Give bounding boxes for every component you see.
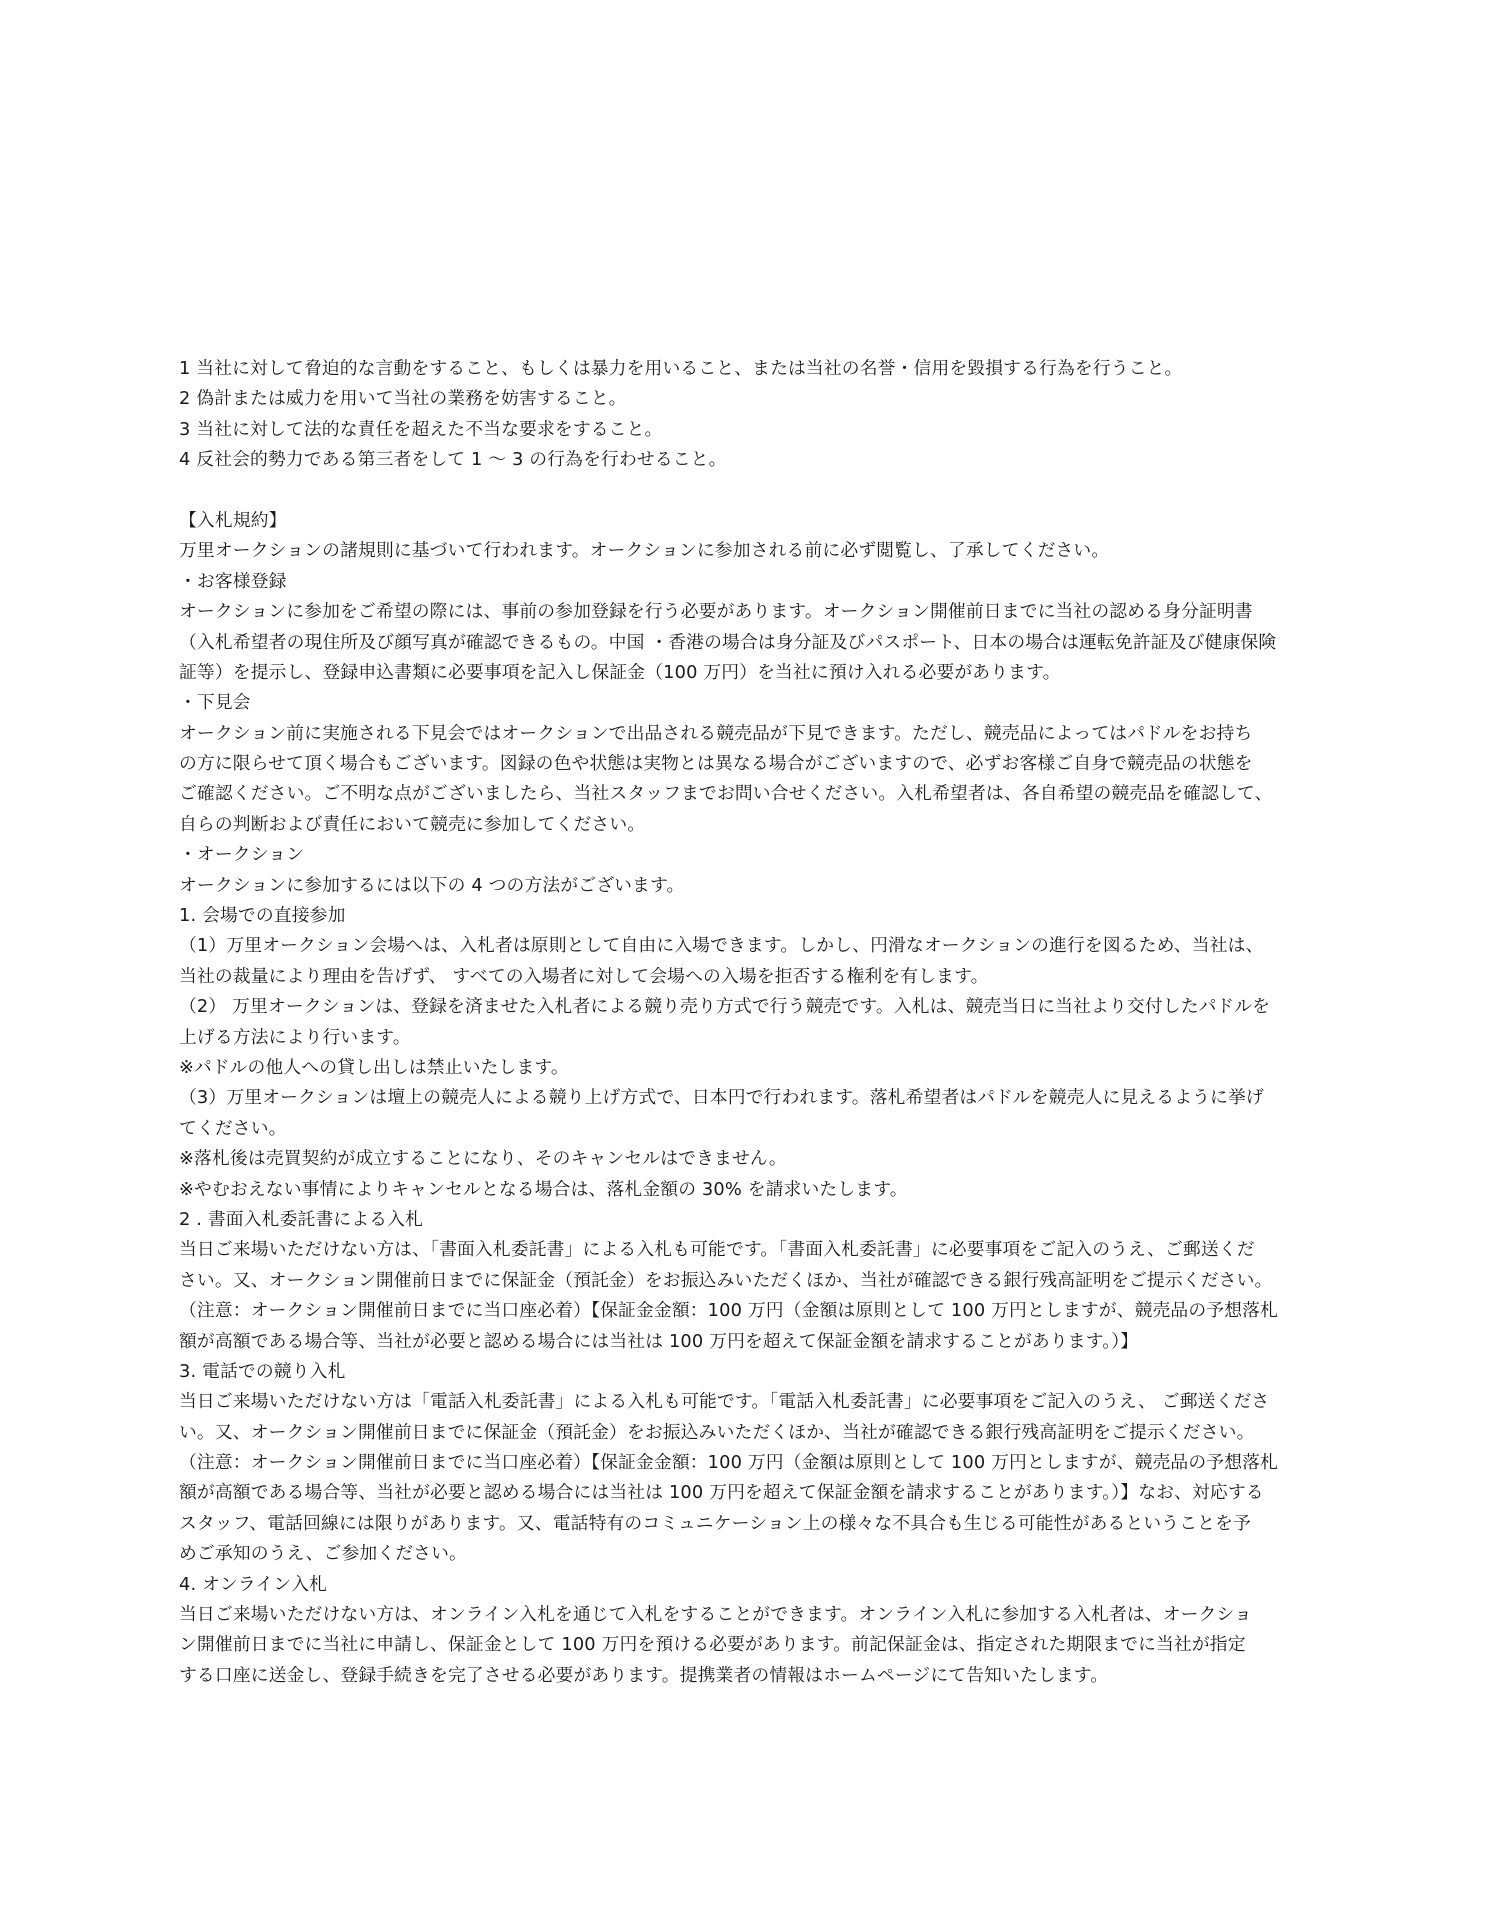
subheading: ・下見会 — [179, 692, 251, 714]
section-heading: 【入札規約】 — [179, 509, 287, 531]
text-line: 1 当社に対して脅迫的な言動をすること、もしくは暴力を用いること、または当社の名誉・信用を毀損する行為を行うこと。 — [179, 358, 1183, 379]
text-line: スタッフ、電話回線には限りがあります。又、電話特有のコミュニケーション上の様々な不具合も生じる可能性があるということを予 — [179, 1512, 1251, 1534]
text-line: （2） 万里オークションは、登録を済ませた入札者による競り売り方式で行う競売です。入札は、競売当日に当社より交付したパドルを — [179, 996, 1271, 1018]
numbered-heading: 1. 会場での直接参加 — [179, 905, 346, 927]
text-line: 4 反社会的勢力である第三者をして 1 〜 3 の行為を行わせること。 — [179, 449, 727, 471]
text-line: ご確認ください。ご不明な点がございましたら、当社スタッフまでお問い合せください。入札希望者は、各自希望の競売品を確認して、 — [179, 783, 1273, 805]
text-line: の方に限らせて頂く場合もございます。図録の色や状態は実物とは異なる場合がございますので、必ずお客様ご自身で競売品の状態を — [179, 753, 1253, 775]
text-line: 自らの判断および責任において競売に参加してください。 — [179, 813, 646, 835]
text-line: 上げる方法により行います。 — [179, 1026, 411, 1048]
subheading: ・オークション — [179, 844, 305, 866]
numbered-heading: 4. オンライン入札 — [179, 1573, 328, 1595]
numbered-heading: 3. 電話での競り入札 — [179, 1360, 346, 1382]
text-line: （注意：オークション開催前日までに当口座必着）【保証金金額：100 万円（金額は原則として 100 万円としますが、競売品の予想落札 — [179, 1300, 1279, 1322]
text-line: （入札希望者の現住所及び顔写真が確認できるもの。中国 ・香港の場合は身分証及びパスポート、日本の場合は運転免許証及び健康保険 — [179, 631, 1277, 653]
text-line: オークションに参加するには以下の 4 つの方法がございます。 — [179, 874, 685, 896]
text-line: 額が高額である場合等、当社が必要と認める場合には当社は 100 万円を超えて保証金額を請求することがあります。）】 — [179, 1330, 1139, 1352]
subheading: ・お客様登録 — [179, 570, 287, 592]
text-line: 万里オークションの諸規則に基づいて行われます。オークションに参加される前に必ず閲覧し、了承してください。 — [179, 540, 1110, 562]
blank-line — [179, 476, 1359, 506]
text-line: 2 偽計または威力を用いて当社の業務を妨害すること。 — [179, 388, 627, 410]
text-line: い。又、オークション開催前日までに保証金（預託金）をお振込みいただくほか、当社が確認できる銀行残高証明をご提示ください。 — [179, 1421, 1255, 1443]
text-line: 当日ご来場いただけない方は、オンライン入札を通じて入札をすることができます。オンライン入札に参加する入札者は、オークショ — [179, 1604, 1253, 1626]
text-line: オークションに参加をご希望の際には、事前の参加登録を行う必要があります。オークション開催前日までに当社の認める身分証明書 — [179, 601, 1253, 623]
text-line: てください。 — [179, 1117, 287, 1139]
numbered-heading: 2 . 書面入札委託書による入札 — [179, 1208, 424, 1230]
text-line: オークション前に実施される下見会ではオークションで出品される競売品が下見できます。ただし、競売品によってはパドルをお持ち — [179, 722, 1253, 744]
text-line: 3 当社に対して法的な責任を超えた不当な要求をすること。 — [179, 418, 663, 440]
document-body — [179, 354, 1359, 1691]
note-line: ※落札後は売買契約が成立することになり、そのキャンセルはできません。 — [179, 1148, 787, 1170]
text-line: めご承知のうえ、ご参加ください。 — [179, 1543, 467, 1565]
text-line: 証等）を提示し、登録申込書類に必要事項を記入し保証金（100 万円）を当社に預け入れる必要があります。 — [179, 661, 1061, 683]
text-line: 額が高額である場合等、当社が必要と認める場合には当社は 100 万円を超えて保証金額を請求することがあります。）】なお、対応する — [179, 1482, 1264, 1504]
note-line: ※パドルの他人への貸し出しは禁止いたします。 — [179, 1056, 569, 1078]
text-line: 当社の裁量により理由を告げず、 すべての入場者に対して会場への入場を拒否する権利を有します。 — [179, 965, 989, 987]
text-line: する口座に送金し、登録手続きを完了させる必要があります。提携業者の情報はホームページにて告知いたします。 — [179, 1664, 1109, 1686]
text-line: （注意：オークション開催前日までに当口座必着）【保証金金額：100 万円（金額は原則として 100 万円としますが、競売品の予想落札 — [179, 1452, 1279, 1474]
text-line: ン開催前日までに当社に申請し、保証金として 100 万円を預ける必要があります。前記保証金は、指定された期限までに当社が指定 — [179, 1634, 1246, 1656]
note-line: ※やむおえない事情によりキャンセルとなる場合は、落札金額の 30% を請求いたします。 — [179, 1178, 908, 1200]
text-line: （1）万里オークション会場へは、入札者は原則として自由に入場できます。しかし、円滑なオークションの進行を図るため、当社は、 — [179, 935, 1264, 957]
text-line: 当日ご来場いただけない方は、「書面入札委託書」による入札も可能です。「書面入札委託書」に必要事項をご記入のうえ、ご郵送くだ — [179, 1239, 1255, 1261]
text-line: （3）万里オークションは壇上の競売人による競り上げ方式で、日本円で行われます。落札希望者はパドルを競売人に見えるように挙げ — [179, 1087, 1264, 1109]
text-line: 当日ご来場いただけない方は「電話入札委託書」による入札も可能です。「電話入札委託書」に必要事項をご記入のうえ、 ご郵送くださ — [179, 1391, 1270, 1413]
text-line: さい。又、オークション開催前日までに保証金（預託金）をお振込みいただくほか、当社が確認できる銀行残高証明をご提示ください。 — [179, 1269, 1273, 1291]
